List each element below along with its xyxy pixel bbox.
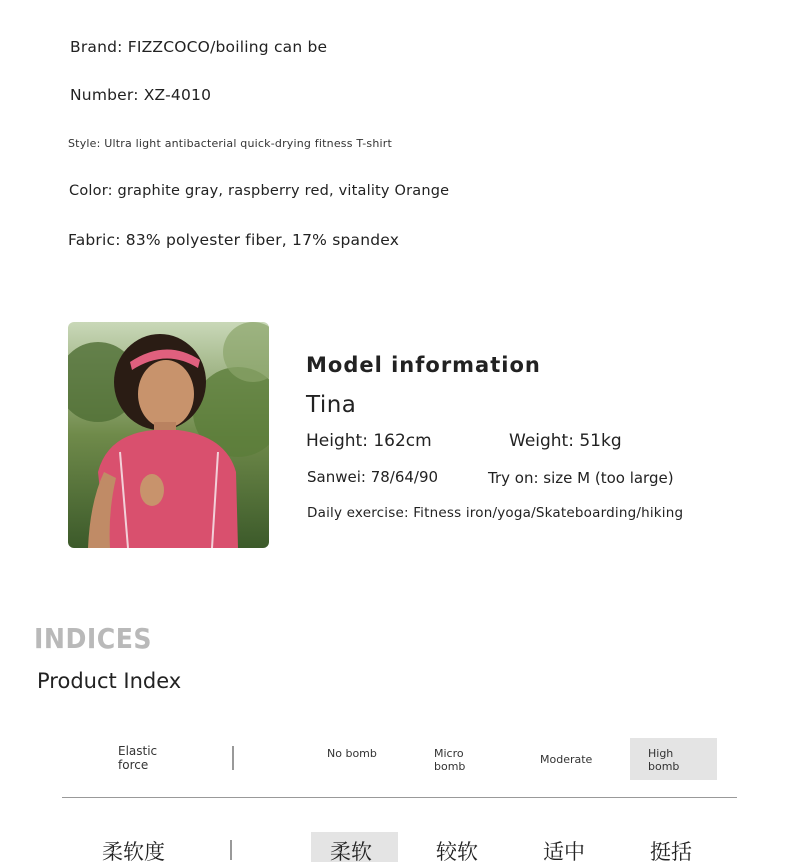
model-height: Height: 162cm xyxy=(306,431,432,451)
model-weight: Weight: 51kg xyxy=(509,431,622,451)
model-info-title: Model information xyxy=(306,353,541,377)
row-divider xyxy=(230,840,232,860)
index-row-label: 柔软度 xyxy=(102,840,165,864)
model-sanwei: Sanwei: 78/64/90 xyxy=(307,468,439,486)
number-text: Number: XZ-4010 xyxy=(70,86,212,104)
fabric-text: Fabric: 83% polyester fiber, 17% spandex xyxy=(68,231,400,249)
level-option: 挺括 xyxy=(650,840,692,864)
level-option: 适中 xyxy=(543,840,585,864)
style-text: Style: Ultra light antibacterial quick-drying fitness T-shirt xyxy=(68,137,393,150)
color-text: Color: graphite gray, raspberry red, vitality Orange xyxy=(69,183,450,199)
model-photo xyxy=(68,322,269,548)
indices-heading: INDICES xyxy=(34,622,153,655)
row-divider xyxy=(232,746,234,770)
product-index-title: Product Index xyxy=(37,669,182,693)
level-option: No bomb xyxy=(327,747,377,760)
row-separator xyxy=(62,797,737,798)
level-option: Moderate xyxy=(540,753,593,766)
level-option-selected: 柔软 xyxy=(330,840,372,864)
model-try-on: Try on: size M (too large) xyxy=(488,469,674,487)
brand-text: Brand: FIZZCOCO/boiling can be xyxy=(70,38,328,56)
level-option: 较软 xyxy=(436,840,478,864)
level-option: Micro bomb xyxy=(434,747,466,773)
index-row-label: Elastic force xyxy=(118,744,158,772)
model-name: Tina xyxy=(306,392,357,418)
model-exercise: Daily exercise: Fitness iron/yoga/Skateboarding/hiking xyxy=(307,505,684,521)
level-option-selected: High bomb xyxy=(648,747,680,773)
